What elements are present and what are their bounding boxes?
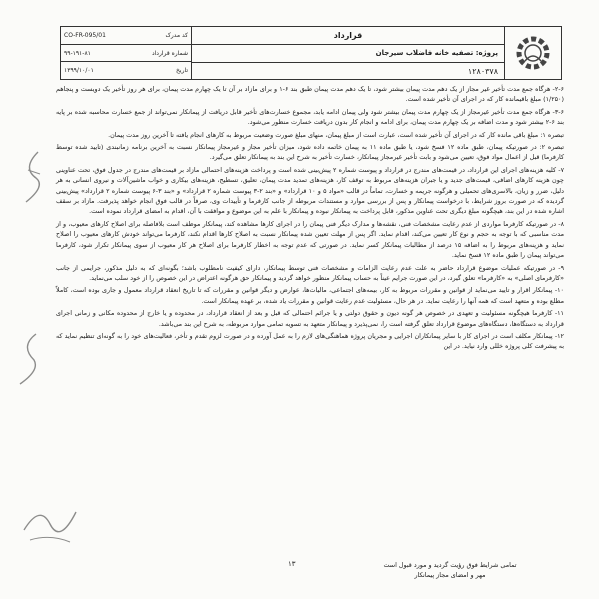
margin-signature-icon (18, 150, 48, 210)
bottom-signature-icon (20, 500, 80, 550)
clause-9: ۹- در صورتیکه عملیات موضوع قرارداد حاضر به علت عدم رعایت الزامات و مشخصات فنی توسط پیمانکار، دارای کیفیت نامطلوب باشد؛ بگونه‌ای که به دلیل مذکور، جرایمی از جانب «کارفرمای اصلی» به «کارفرما» تعلق گیرد، در این صورت جرایم عیناً به حساب پیمانکار منظور خواهد گردید و پیمانکار حق هرگونه اعتراض در این خصوص را از خود سلب می‌نماید. (56, 263, 564, 282)
date-row (61, 62, 191, 79)
company-logo (504, 27, 561, 79)
clause-6-2: ۲-۶- هرگاه جمع مدت تأخیر غیر مجاز از یک دهم مدت پیمان بیشتر شود، تا یک دهم مدت پیمان طبق بند ۶-۱ و برای مازاد بر آن تا یک چهارم مدت پیمان، برای هر روز تأخیر یک دویست و پنجاهم (۱/۲۵۰) مبلغ باقیمانده کار که در اجرای آن تأخیر شده است. (56, 85, 564, 104)
signature-label: مهر و امضای مجاز پیمانکار (414, 571, 486, 579)
header-title-box (192, 27, 504, 79)
form-code-value: CO-FR-095/01 (64, 31, 106, 39)
date-label: تاریخ (176, 67, 188, 75)
clause-6-3: ۳-۶- هرگاه جمع مدت تأخیر غیرمجاز از یک چهارم مدت پیمان بیشتر شود ولی پیمان ادامه یابد، مجموع خسارت‌های تأخیر قابل دریافت از پیمانکار نمی‌تواند از جمع خسارت محاسبه شده بر پایه بند ۶-۲ بیشتر شود و مدت اضافه بر یک چهارم مدت پیمان، برای ادامه و انجام کار بدون دریافت خسارت منظور می‌شود. (56, 107, 564, 127)
clause-8: ۸- در صورتیکه کارفرما مواردی از عدم رعایت مشخصات فنی، نقشه‌ها و مدارک دیگر فنی پیمان را در اجرای کارها مشاهده کند، پیمانکار موظف است بلافاصله برای اصلاح کارهای معیوب، و از مدت مناسبی که با توجه به حجم و نوع کار تعیین می‌کند، اقدام نماید. اگر پس از مهلت تعیین شده پیمانکار نسبت به اصلاح کارها اقدام نکند، کارفرما می‌تواند خودش کارهای معیوب را اصلاح نماید و هزینه‌های مربوط را به اضافه ۱۵ درصد از مطالبات پیمانکار کسر نماید. در صورتی که عدم توجه به اخطار کارفرما برای اصلاح هر کار معیوب از سوی پیمانکار تکرار شود، کارفرما می‌تواند پیمان را طبق ماده ۱۲ فسخ نماید. (56, 219, 564, 260)
clause-7: ۷- کلیه هزینه‌های اجرای این قرارداد، در قیمت‌های مندرج در قرارداد و پیوست شماره ۲ پیش‌بینی شده است و پرداخت هزینه‌های احتمالی مازاد بر قیمت‌های مندرج در جدول فوق، تحت عناوینی چون هزینه کارهای اضافی، قیمت‌های جدید و یا جبران هزینه‌های مربوط به توقف کار، هزینه‌های تمدید مدت پیمان، تعلیق، تسطیح، هزینه‌های بیکاری و خواب ماشین‌آلات و نیروی انسانی به هر دلیل، ضرر و زیان، بالاسری‌های تحمیلی و هرگونه جریمه و خسارت، تماماً در قالب «مواد ۵ و ۱۰ قرارداد» و «بند ۲-۳ پیوست شماره ۲ قرارداد» و «بند ۳-۶ پیوست شماره ۲ قرارداد» پیش‌بینی گردیده که در صورت بروز شرایط، با درخواست پیمانکار و پس از بررسی موارد و مستندات مربوطه از جانب کارفرما و تأییدات وی، صرفاً در قالب فوق انجام خواهد پذیرفت. مازاد بر سقف اشاره شده در این بند، هیچگونه مبلغ دیگری تحت عناوین مذکور، قابل پرداخت به پیمانکار نبوده و پیمانکار با علم به این موضوع و موافقت با آن، اقدام به امضای قرارداد نموده است. (56, 165, 564, 216)
header-meta-box (61, 27, 192, 79)
contract-body (56, 84, 564, 354)
date-value: ۱۳۹۹/۱۰/۰۱ (64, 67, 94, 75)
form-code-row (61, 27, 191, 45)
clause-10: ۱۰- پیمانکار اقرار و تایید می‌نماید از قوانین و مقررات مربوط به کار، بیمه‌های اجتماعی، مالیات‌ها، عوارض و دیگر قوانین و مقررات که تا تاریخ انعقاد قرارداد معمول و جاری بوده است، کاملاً مطلع بوده و متعهد است که همه آنها را رعایت نماید. در هر حال، مسئولیت عدم رعایت قوانین و مقررات یاد شده، بر عهده پیمانکار است. (56, 286, 564, 305)
document-title: قرارداد (192, 27, 504, 45)
acceptance-text: تمامی شرایط فوق رؤیت گردید و مورد قبول است (383, 561, 517, 569)
contract-code: ۱۲۸۰۳۷۸ (467, 67, 498, 76)
project-name: پروژه: تصفیه خانه فاضلاب سیرجان (192, 45, 504, 63)
page-number: ۱۳ (288, 560, 296, 568)
clause-11: ۱۱- کارفرما هیچگونه مسئولیت و تعهدی در خصوص هر گونه دیون و حقوق دولتی و یا جرائم احتمالی که قبل و بعد از انعقاد قرارداد، در محدوده و یا خارج از محدوده مکانی و زمانی اجرای قرارداد به دستگاه‌ها، دستگاه‌های موضوع قرارداد تعلق گرفته است را، نمی‌پذیرد و پیمانکار متعهد به تسویه تمامی موارد مربوطه، به شرح این بند می‌باشد. (56, 309, 564, 328)
form-code-label: کد مدرک (165, 31, 188, 39)
note-2: تبصره ۲: در صورتیکه پیمان، طبق ماده ۱۲ فسخ شود، یا طبق ماده ۱۱ به پیمان خاتمه داده شود، میزان تأخیر مجاز و غیرمجاز پیمانکار نسبت به آخرین برنامه زمانبندی (تایید شده توسط کارفرما) قبل از اعمال مواد فوق، تعیین می‌شود و بابت تأخیر غیرمجاز پیمانکار، خسارت تأخیر به شرح این بند به پیمانکار تعلق می‌گیرد. (56, 143, 564, 162)
contract-number-label: شماره قرارداد (151, 49, 188, 57)
document-header (60, 26, 562, 80)
contract-number-value: ۹۹-۱۹۱-۸۱ (64, 49, 91, 57)
clause-12: ۱۲- پیمانکار مکلف است در اجرای کار با سایر پیمانکاران اجرایی و مجریان پروژه هماهنگی‌های لازم را به عمل آورده و در صورت لزوم تقدم و تأخر، فعالیت‌های خود را به گونه‌ای تنظیم نماید که به پیشرفت کلی پروژه خللی وارد نیاید. در این (56, 331, 564, 351)
note-1: تبصره ۱: مبلغ باقی مانده کار که در اجرای آن تأخیر شده است، عبارت است از مبلغ پیمان، منهای مبلغ صورت وضعیت مربوط به کارهای انجام یافته تا آخرین روز مدت پیمان. (108, 130, 564, 139)
margin-signature-icon (14, 330, 44, 390)
gear-logo-icon (511, 31, 555, 75)
signature-block (335, 560, 565, 580)
contract-number-row (61, 45, 191, 63)
